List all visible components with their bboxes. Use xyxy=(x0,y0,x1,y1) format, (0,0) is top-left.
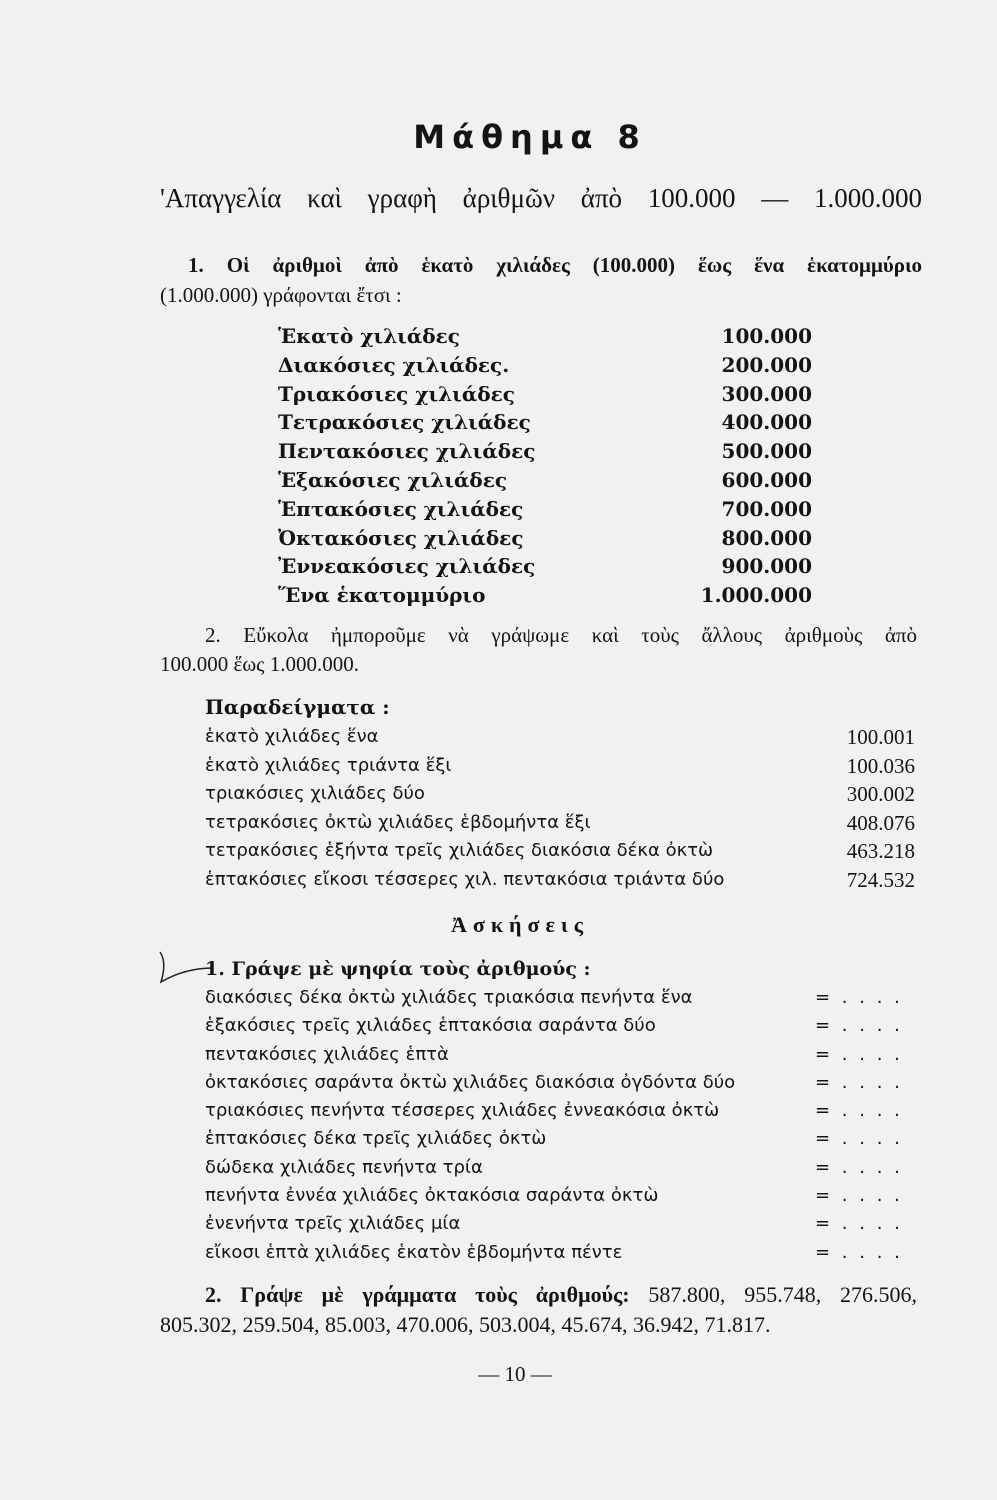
answer-blank: = . . . . xyxy=(815,1043,903,1065)
row-label: ἑπτακόσιες δέκα τρεῖς χιλιάδες ὀκτὼ xyxy=(205,1128,547,1150)
exercise1-list xyxy=(205,984,917,1267)
row-label: τετρακόσιες ὀκτὼ χιλιάδες ἑβδομήντα ἕξι xyxy=(205,811,591,833)
exercise2-line1 xyxy=(205,1282,917,1308)
section1-intro-line1: 1. Οἱ ἀριθμοὶ ἀπὸ ἑκατὸ χιλιάδες (100.000) ἕως ἕνα ἑκατομμύριο xyxy=(188,253,922,277)
lesson-subtitle: 'Απαγγελία καὶ γραφὴ ἀριθμῶν ἀπὸ 100.000 — 1.000.000 xyxy=(160,183,922,213)
exercise-item xyxy=(205,1012,917,1040)
row-value: 800.000 xyxy=(721,525,812,550)
exercise2-heading: 2. Γράψε μὲ γράμματα τοὺς ἀριθμούς: xyxy=(205,1282,630,1307)
row-label: Ἑκατὸ χιλιάδες xyxy=(278,324,460,348)
row-label: Ὀκτακόσιες χιλιάδες xyxy=(278,525,524,550)
row-value: 400.000 xyxy=(721,410,812,435)
row-label: Ἐννεακόσιες χιλιάδες xyxy=(278,554,536,579)
exercise-item xyxy=(205,1097,917,1125)
row-label: διακόσιες δέκα ὀκτὼ χιλιάδες τριακόσια πενήντα ἕνα xyxy=(205,987,693,1008)
row-value: 100.001 xyxy=(846,725,915,749)
row-label: Ἕνα ἑκατομμύριο xyxy=(278,583,486,608)
row-label: πεντακόσιες χιλιάδες ἑπτὰ xyxy=(205,1043,449,1065)
row-label: ἑκατὸ χιλιάδες τριάντα ἕξι xyxy=(205,754,452,776)
table-row xyxy=(278,552,812,581)
table-row xyxy=(278,581,812,610)
row-label: ἑκατὸ χιλιάδες ἕνα xyxy=(205,726,379,747)
row-label: Τετρακόσιες χιλιάδες xyxy=(278,410,531,435)
hundred-thousands-table xyxy=(278,322,812,610)
row-value: 100.000 xyxy=(721,324,812,348)
exercise-item xyxy=(205,1041,917,1069)
row-label: τριακόσιες πενήντα τέσσερες χιλιάδες ἐννεακόσια ὀκτὼ xyxy=(205,1100,720,1122)
row-value: 408.076 xyxy=(846,810,915,835)
exercise2-numbers-2: 805.302, 259.504, 85.003, 470.006, 503.004, 45.674, 36.942, 71.817. xyxy=(160,1312,771,1337)
answer-blank: = . . . . xyxy=(815,987,903,1008)
exercise1-heading: 1. Γράψε μὲ ψηφία τοὺς ἀριθμούς : xyxy=(205,958,591,980)
answer-blank: = . . . . xyxy=(815,1213,903,1235)
table-row xyxy=(278,408,812,437)
row-value: 500.000 xyxy=(721,439,812,464)
row-value: 463.218 xyxy=(846,839,915,864)
row-value: 1.000.000 xyxy=(700,583,812,608)
row-label: δώδεκα χιλιάδες πενήντα τρία xyxy=(205,1156,483,1178)
table-row xyxy=(278,466,812,495)
answer-blank: = . . . . xyxy=(815,1015,903,1037)
exercise-item xyxy=(205,1154,917,1182)
page-number: — 10 — xyxy=(478,1362,552,1386)
section2-line1: 2. Εὔκολα ἠμποροῦμε νὰ γράψωμε καὶ τοὺς ἄλλους ἀριθμοὺς ἀπὸ xyxy=(205,623,917,647)
exercises-title: Ἀσκήσεις xyxy=(450,912,590,937)
examples-table xyxy=(205,723,915,895)
table-row xyxy=(278,437,812,466)
exercise-item xyxy=(205,1125,917,1153)
answer-blank: = . . . . xyxy=(815,1156,903,1178)
exercise-item xyxy=(205,1182,917,1210)
section2-line2: 100.000 ἕως 1.000.000. xyxy=(160,652,359,676)
row-label: εἴκοσι ἑπτὰ χιλιάδες ἑκατὸν ἑβδομήντα πέντε xyxy=(205,1241,623,1263)
row-value: 724.532 xyxy=(846,867,915,892)
exercise2-numbers-1: 587.800, 955.748, 276.506, xyxy=(648,1282,917,1307)
section1-intro-line2: (1.000.000) γράφονται ἔτσι : xyxy=(160,283,402,307)
exercise-item xyxy=(205,1239,917,1267)
row-value: 300.000 xyxy=(721,381,812,406)
table-row xyxy=(278,524,812,553)
lesson-title: Μάθημα 8 xyxy=(413,118,647,156)
row-label: ἑπτακόσιες εἴκοσι τέσσερες χιλ. πεντακόσια τριάντα δύο xyxy=(205,868,725,890)
example-row xyxy=(205,866,915,895)
row-label: Τριακόσιες χιλιάδες xyxy=(278,381,515,406)
row-value: 200.000 xyxy=(721,352,812,377)
example-row xyxy=(205,780,915,809)
answer-blank: = . . . . xyxy=(815,1185,903,1207)
table-row xyxy=(278,495,812,524)
row-label: ἑξακόσιες τρεῖς χιλιάδες ἑπτακόσια σαράντα δύο xyxy=(205,1015,656,1037)
row-label: τριακόσιες χιλιάδες δύο xyxy=(205,783,425,805)
example-row xyxy=(205,837,915,866)
answer-blank: = . . . . xyxy=(815,1241,903,1263)
exercise-item xyxy=(205,1210,917,1238)
answer-blank: = . . . . xyxy=(815,1071,903,1093)
row-label: Ἑξακόσιες χιλιάδες xyxy=(278,467,508,492)
answer-blank: = . . . . xyxy=(815,1128,903,1150)
answer-blank: = . . . . xyxy=(815,1100,903,1122)
table-row xyxy=(278,351,812,380)
row-value: 100.036 xyxy=(846,753,915,778)
row-value: 600.000 xyxy=(721,467,812,492)
row-value: 900.000 xyxy=(721,554,812,579)
example-row xyxy=(205,752,915,781)
exercise-item xyxy=(205,984,917,1012)
table-row xyxy=(278,322,812,351)
row-label: τετρακόσιες ἑξήντα τρεῖς χιλιάδες διακόσια δέκα ὀκτὼ xyxy=(205,840,714,862)
row-label: πενήντα ἐννέα χιλιάδες ὀκτακόσια σαράντα ὀκτὼ xyxy=(205,1185,659,1207)
table-row xyxy=(278,380,812,409)
row-label: Πεντακόσιες χιλιάδες xyxy=(278,439,536,464)
row-value: 300.002 xyxy=(846,782,915,807)
row-label: Ἑπτακόσιες χιλιάδες xyxy=(278,496,524,521)
example-row xyxy=(205,809,915,838)
row-label: Διακόσιες χιλιάδες. xyxy=(278,352,510,377)
example-row xyxy=(205,723,915,752)
row-value: 700.000 xyxy=(721,496,812,521)
row-label: ὀκτακόσιες σαράντα ὀκτὼ χιλιάδες διακόσια ὀγδόντα δύο xyxy=(205,1071,736,1093)
examples-heading: Παραδείγματα : xyxy=(205,695,390,719)
exercise-item xyxy=(205,1069,917,1097)
row-label: ἐνενήντα τρεῖς χιλιάδες μία xyxy=(205,1213,461,1235)
